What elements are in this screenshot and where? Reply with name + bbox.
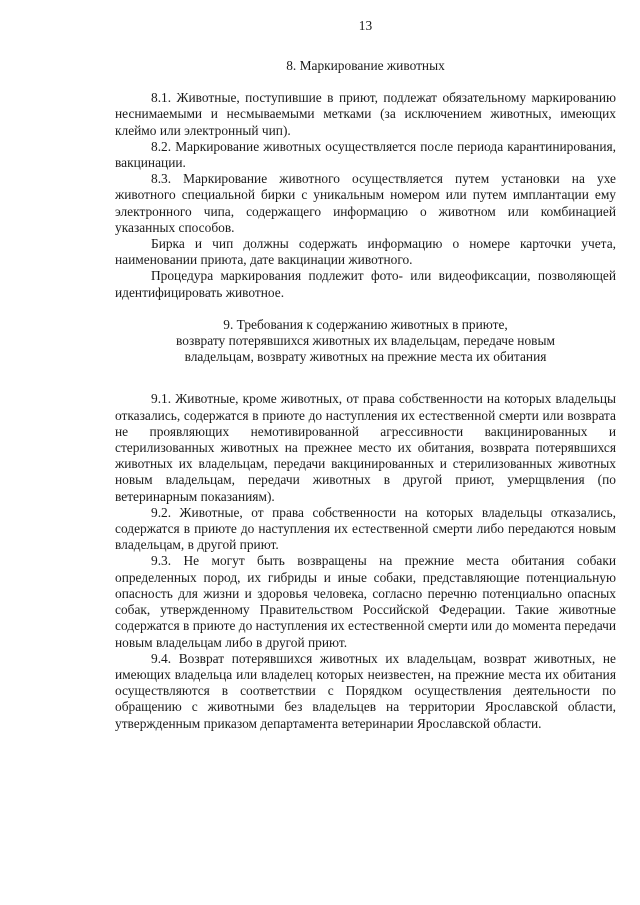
paragraph-marking-procedure: Процедура маркирования подлежит фото- или видеофиксации, позволяющей идентифицировать животное.	[115, 268, 616, 300]
paragraph-8-2: 8.2. Маркирование животных осуществляется после периода карантинирования, вакцинации.	[115, 138, 616, 171]
document-body	[115, 58, 616, 732]
section-9-heading	[115, 317, 616, 366]
section-9-title-line-1: 9. Требования к содержанию животных в приюте,	[223, 316, 508, 332]
paragraph-8-3: 8.3. Маркирование животного осуществляется путем установки на ухе животного специальной бирки с уникальным номером или путем имплантации ему электронного чипа, содержащего информацию о животном или комбинацией указанных способов.	[115, 171, 616, 235]
section-8-title: 8. Маркирование животных	[286, 58, 445, 73]
paragraph-9-3: 9.3. Не могут быть возвращены на прежние места обитания собаки определенных пород, их гибриды и иные собаки, представляющие потенциальную опасность для жизни и здоровья человека, согласно перечню потенциально опасных собак, утвержденному Правительством Российской Федерации. Такие животные содержатся в приюте до наступления их естественной смерти или до момента передачи новым владельцам либо в другой приют.	[115, 553, 616, 650]
section-9-title-line-3: владельцам, возврату животных на прежние места их обитания	[184, 349, 547, 365]
paragraph-9-4: 9.4. Возврат потерявшихся животных их владельцам, возврат животных, не имеющих владельца или владелец которых неизвестен, на прежние места их обитания осуществляются в соответствии с Порядком осуществления деятельности по обращению с животными без владельцев на территории Ярославской области, утвержденным приказом департамента ветеринарии Ярославской области.	[115, 650, 616, 731]
section-8-heading	[115, 58, 616, 74]
section-8-body	[115, 90, 616, 301]
paragraph-9-1: 9.1. Животные, кроме животных, от права собственности на которых владельцы отказались, содержатся в приюте до наступления их естественной смерти или возврата не проявляющих немотивированной агрессивности вакцинированных и стерилизованных животных на прежнее место их обитания, возврата потерявшихся животных их владельцам, передачи вакцинированных и стерилизованных животных новым владельцам, передачи животных в другой приют, умерщвления (по ветеринарным показаниям).	[115, 391, 616, 504]
paragraph-8-1: 8.1. Животные, поступившие в приют, подлежат обязательному маркированию неснимаемыми и несмываемыми метками (за исключением животных, имеющих клеймо или электронный чип).	[115, 90, 616, 138]
paragraph-tag-chip-info: Бирка и чип должны содержать информацию о номере карточки учета, наименовании приюта, дате вакцинации животного.	[115, 236, 616, 268]
section-9-title-line-2: возврату потерявшихся животных их владельцам, передаче новым	[176, 333, 555, 349]
paragraph-9-2: 9.2. Животные, от права собственности на которых владельцы отказались, содержатся в приюте до наступления их естественной смерти либо передаются новым владельцам, в другой приют.	[115, 504, 616, 553]
page-number: 13	[358, 18, 373, 33]
section-9-body	[115, 391, 616, 731]
